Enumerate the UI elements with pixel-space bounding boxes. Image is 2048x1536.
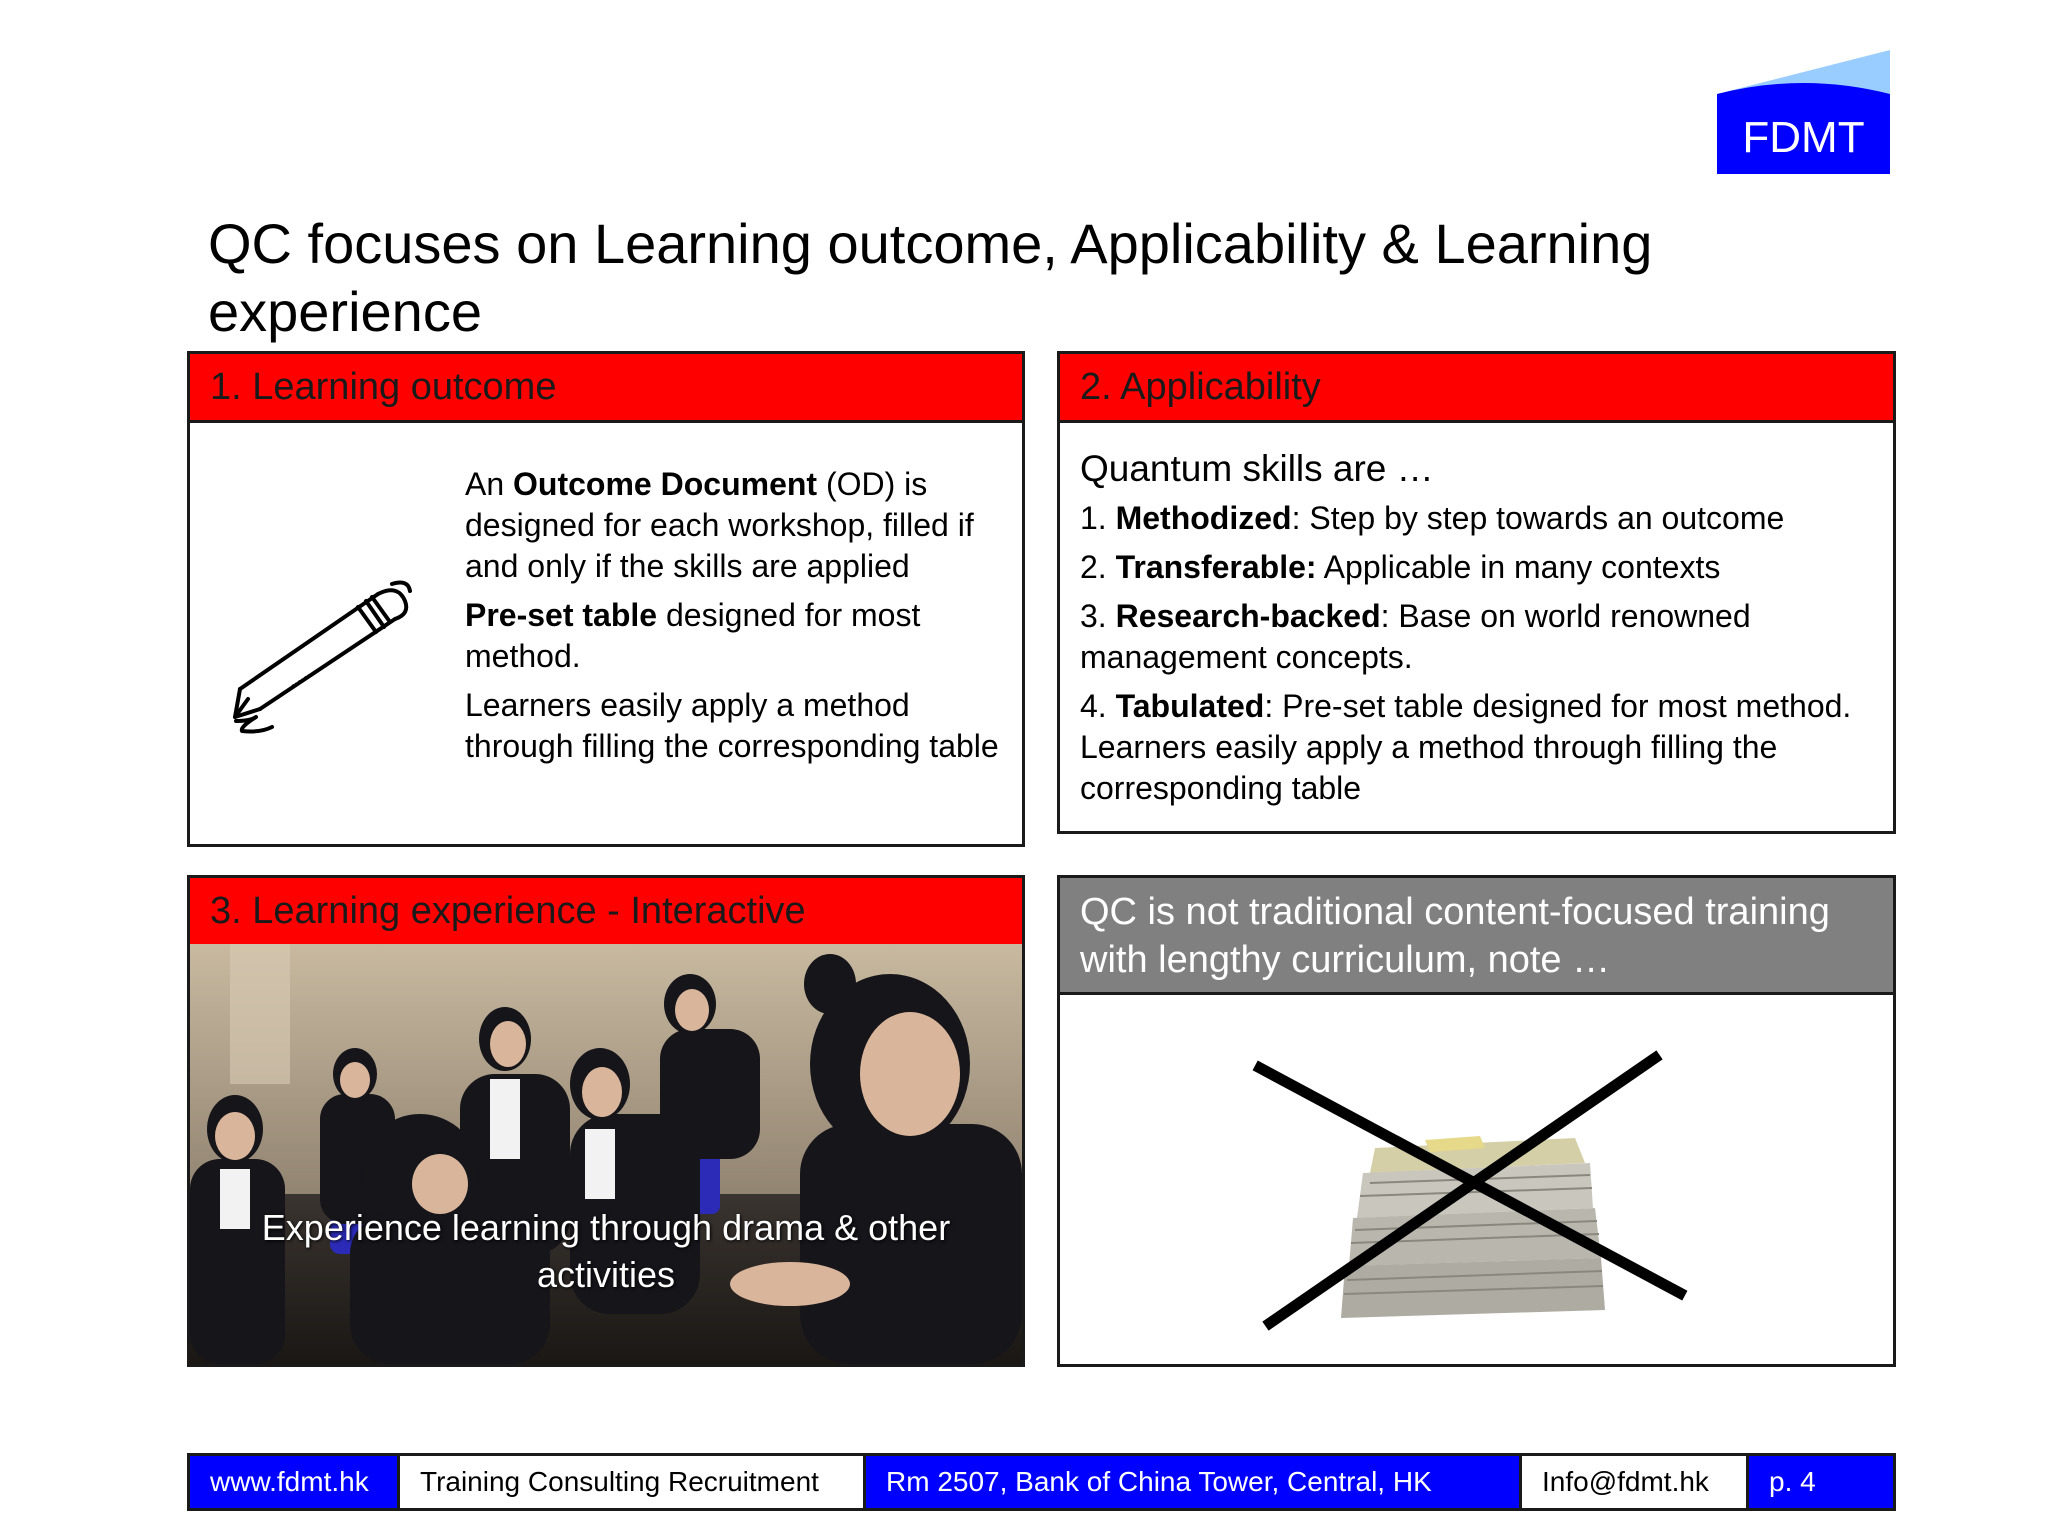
preset-table-paragraph: Pre-set table designed for most method. <box>465 597 921 674</box>
panel-header: QC is not traditional content-focused training with lengthy curriculum, note … <box>1060 878 1893 995</box>
footer-bar <box>187 1453 1896 1511</box>
outcome-document-paragraph: An Outcome Document (OD) is designed for each workshop, filled if and only if the skills are applied <box>465 466 974 584</box>
list-item: 1. Methodized: Step by step towards an outcome <box>1080 500 1785 536</box>
list-item: 4. Tabulated: Pre-set table designed for most method. Learners easily apply a method through filling the corresponding table <box>1080 688 1852 806</box>
learners-paragraph: Learners easily apply a method through filling the corresponding table <box>465 687 999 764</box>
page-title: QC focuses on Learning outcome, Applicability & Learning experience <box>208 212 1653 343</box>
applicability-panel <box>1057 351 1896 834</box>
photo-caption: Experience learning through drama & other activities <box>261 1207 951 1295</box>
crossed-paper-stack-icon <box>1245 1048 1695 1348</box>
learning-outcome-text <box>465 464 1005 775</box>
pencil-icon <box>230 549 420 734</box>
page-number: p. 4 <box>1749 1456 1893 1508</box>
footer-services: Training Consulting Recruitment <box>400 1456 866 1508</box>
logo-text: FDMT <box>1742 113 1865 162</box>
list-item: 2. Transferable: Applicable in many contexts <box>1080 549 1721 585</box>
not-traditional-panel <box>1057 875 1896 1367</box>
workshop-photo <box>190 944 1022 1364</box>
learning-outcome-panel <box>187 351 1025 847</box>
panel-header: 3. Learning experience - Interactive <box>190 878 1022 947</box>
footer-email[interactable]: Info@fdmt.hk <box>1522 1456 1749 1508</box>
footer-website[interactable]: www.fdmt.hk <box>190 1456 400 1508</box>
list-item: 3. Research-backed: Base on world renowned management concepts. <box>1080 598 1751 675</box>
panel-header: 1. Learning outcome <box>190 354 1022 423</box>
learning-experience-panel <box>187 875 1025 1367</box>
footer-address: Rm 2507, Bank of China Tower, Central, HK <box>866 1456 1522 1508</box>
applicability-text <box>1080 444 1880 817</box>
svg-text:~~~: ~~~ <box>288 670 313 692</box>
panel-header: 2. Applicability <box>1060 354 1893 423</box>
applicability-intro: Quantum skills are … <box>1080 448 1434 489</box>
